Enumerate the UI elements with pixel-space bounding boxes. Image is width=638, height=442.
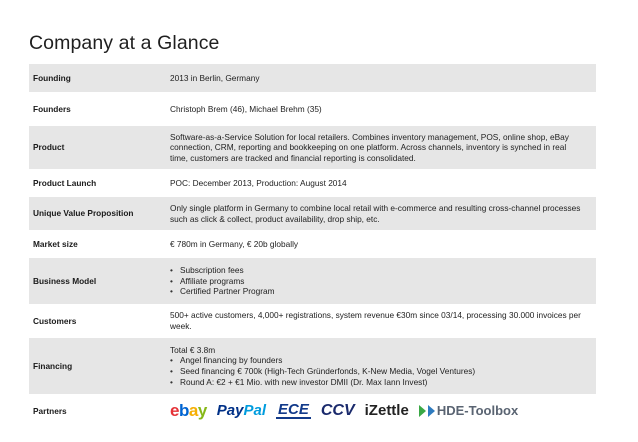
- izettle-logo: iZettle: [364, 402, 409, 420]
- financing-list: [170, 355, 586, 387]
- row-label: Financing: [29, 337, 169, 395]
- row-value: Software-as-a-Service Solution for local retailers. Combines inventory management, POS, online shop, eBay connection, CRM, reporting and bookkeeping on one platform. Across channels, inventory is synched in real time, customers are tracked and financial reporting is consolidated.: [169, 125, 596, 170]
- row-value: [169, 337, 596, 395]
- row-value: Only single platform in Germany to combine local retail with e-commerce and resulting cross-channel processes such as click & collect, product availability, drop ship, etc.: [169, 196, 596, 231]
- paypal-logo: PayPal: [216, 402, 267, 420]
- table-row: [29, 395, 596, 427]
- table-row: [29, 196, 596, 231]
- row-label: Partners: [29, 395, 169, 427]
- ebay-logo: ebay: [170, 401, 207, 421]
- partner-logos: [170, 400, 586, 422]
- row-label: Product: [29, 125, 169, 170]
- business-model-list: [170, 265, 586, 297]
- list-item: • Seed financing € 700k (High-Tech Gründerfonds, K-New Media, Vogel Ventures): [170, 366, 586, 377]
- row-label: Unique Value Proposition: [29, 196, 169, 231]
- row-label: Product Launch: [29, 170, 169, 196]
- table-row: [29, 337, 596, 395]
- row-value: POC: December 2013, Production: August 2014: [169, 170, 596, 196]
- row-label: Business Model: [29, 257, 169, 305]
- ccv-logo: CCV: [320, 401, 355, 419]
- table-row: [29, 93, 596, 125]
- list-item: • Round A: €2 + €1 Mio. with new investor DMII (Dr. Max Iann Invest): [170, 377, 586, 388]
- hde-toolbox-logo: HDE-Toolbox: [419, 403, 518, 420]
- table-row: [29, 170, 596, 196]
- row-label: Customers: [29, 305, 169, 337]
- page-title: Company at a Glance: [29, 32, 220, 54]
- table-row: [29, 305, 596, 337]
- list-item: • Angel financing by founders: [170, 355, 586, 366]
- table-row: [29, 125, 596, 170]
- row-value: € 780m in Germany, € 20b globally: [169, 231, 596, 257]
- row-label: Market size: [29, 231, 169, 257]
- chevron-right-icon: [419, 405, 426, 417]
- company-facts-table: [29, 64, 596, 428]
- table-row: [29, 231, 596, 257]
- list-item: • Certified Partner Program: [170, 286, 586, 297]
- table-row: [29, 64, 596, 93]
- row-value: 500+ active customers, 4,000+ registrations, system revenue €30m since 03/14, processing 30.000 invoices per week.: [169, 305, 596, 337]
- financing-total: Total € 3.8m: [170, 344, 216, 355]
- list-item: • Affiliate programs: [170, 276, 586, 287]
- chevron-right-icon: [428, 405, 435, 417]
- partner-logos-cell: [169, 395, 596, 427]
- row-value: 2013 in Berlin, Germany: [169, 64, 596, 93]
- ece-logo: ECE: [278, 401, 309, 418]
- row-value: [169, 257, 596, 305]
- list-item: • Subscription fees: [170, 265, 586, 276]
- row-label: Founders: [29, 93, 169, 125]
- row-value: Christoph Brem (46), Michael Brehm (35): [169, 93, 596, 125]
- table-row: [29, 257, 596, 305]
- row-label: Founding: [29, 64, 169, 93]
